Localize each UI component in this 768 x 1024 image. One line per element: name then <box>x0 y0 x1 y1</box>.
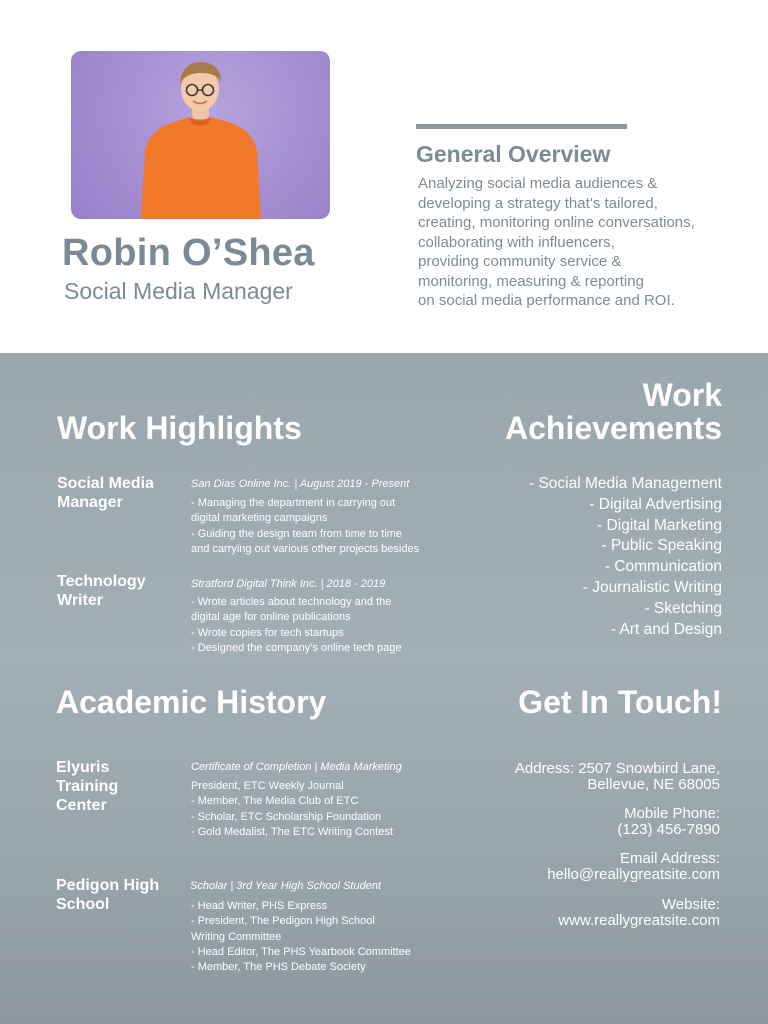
profile-photo <box>71 51 330 219</box>
school-line: - Head Editor, The PHS Yearbook Committee <box>191 945 411 958</box>
overview-line: on social media performance and ROI. <box>418 292 675 309</box>
school-title-line: Center <box>56 797 107 814</box>
school-line: - Member, The PHS Debate Society <box>191 961 366 974</box>
job-title <box>57 474 154 512</box>
achievement-item: - Public Speaking <box>601 537 722 555</box>
overview-line: Analyzing social media audiences & <box>418 175 658 192</box>
job-description <box>191 595 402 656</box>
job-line: - Guiding the design team from time to time <box>191 527 402 540</box>
school-title-line: Pedigon High <box>56 877 160 894</box>
job-meta: Stratford Digital Think Inc. | 2018 - 2019 <box>191 578 386 590</box>
job-meta: San Dias Online Inc. | August 2019 - Present <box>191 478 410 490</box>
achievements-list <box>529 474 722 640</box>
job-title-line: Manager <box>57 494 123 511</box>
overview-line: providing community service & <box>418 253 622 270</box>
school-meta: Certificate of Completion | Media Marketing <box>191 761 402 773</box>
header-section <box>0 0 768 353</box>
overview-body <box>418 174 748 311</box>
achievement-item: - Communication <box>604 558 722 576</box>
school-line: - Member, The Media Club of ETC <box>191 795 359 808</box>
contact-website <box>558 897 720 929</box>
website-value: www.reallygreatsite.com <box>558 912 720 929</box>
overview-line: collaborating with influencers, <box>418 233 615 251</box>
school-description <box>191 779 393 840</box>
achievement-item: - Digital Marketing <box>597 516 722 534</box>
phone-label: Mobile Phone: <box>624 805 720 822</box>
website-label: Website: <box>661 896 720 913</box>
job-line: - Designed the company's online tech page <box>191 641 402 654</box>
address-line: Bellevue, NE 68005 <box>587 776 720 793</box>
work-achievements-title <box>505 379 722 445</box>
achievement-item: - Journalistic Writing <box>582 578 722 596</box>
job-title-line: Technology <box>57 573 146 590</box>
job-title-line: Writer <box>57 592 103 609</box>
achievements-title-line: Work <box>642 377 722 413</box>
overview-line: creating, monitoring online conversations, <box>418 214 695 231</box>
academic-history-title: Academic History <box>56 684 327 720</box>
work-highlights-title: Work Highlights <box>57 410 302 446</box>
school-title-line: Elyuris <box>56 759 110 776</box>
achievement-item: - Art and Design <box>610 620 722 638</box>
details-section <box>0 353 768 1024</box>
job-line: digital marketing campaigns <box>191 512 328 525</box>
address-line: Address: 2507 Snowbird Lane, <box>514 760 720 777</box>
school-line: - Scholar, ETC Scholarship Foundation <box>191 810 382 823</box>
job-line: - Wrote articles about technology and the <box>191 596 392 608</box>
phone-value: (123) 456-7890 <box>617 821 720 838</box>
school-description <box>191 899 411 975</box>
job-line: and carrying out various other projects besides <box>191 542 420 555</box>
contact-title: Get In Touch! <box>518 684 722 720</box>
contact-address <box>515 761 720 793</box>
school-title <box>56 876 159 914</box>
job-line: - Wrote copies for tech startups <box>191 626 344 639</box>
profile-name: Robin O’Shea <box>62 232 315 274</box>
contact-phone <box>617 806 720 838</box>
job-description <box>191 496 419 557</box>
overview-line: monitoring, measuring & reporting <box>418 272 644 290</box>
school-line: - Head Writer, PHS Express <box>191 900 328 912</box>
school-line: - President, The Pedigon High School <box>191 915 375 928</box>
overview-line: developing a strategy that’s tailored, <box>418 194 658 212</box>
job-title <box>57 572 146 610</box>
achievement-item: - Sketching <box>644 599 722 617</box>
overview-title: General Overview <box>416 141 611 167</box>
email-value: hello@reallygreatsite.com <box>547 866 720 883</box>
achievement-item: - Digital Advertising <box>589 495 722 513</box>
email-label: Email Address: <box>619 850 720 867</box>
school-title-line: Training <box>56 778 119 795</box>
school-title-line: School <box>56 896 110 913</box>
job-title-line: Social Media <box>57 475 154 492</box>
contact-email <box>547 851 720 883</box>
job-line: digital age for online publications <box>191 611 351 624</box>
school-line: President, ETC Weekly Journal <box>191 780 344 792</box>
achievement-item: - Social Media Management <box>529 475 722 492</box>
school-title <box>56 758 118 815</box>
school-meta: Scholar | 3rd Year High School Student <box>190 880 381 892</box>
achievements-title-line: Achievements <box>505 410 722 446</box>
profile-role: Social Media Manager <box>64 278 293 304</box>
school-line: Writing Committee <box>191 930 282 943</box>
job-line: - Managing the department in carrying out <box>191 497 396 509</box>
school-line: - Gold Medalist, The ETC Writing Contest <box>191 825 393 838</box>
overview-divider <box>416 124 627 129</box>
